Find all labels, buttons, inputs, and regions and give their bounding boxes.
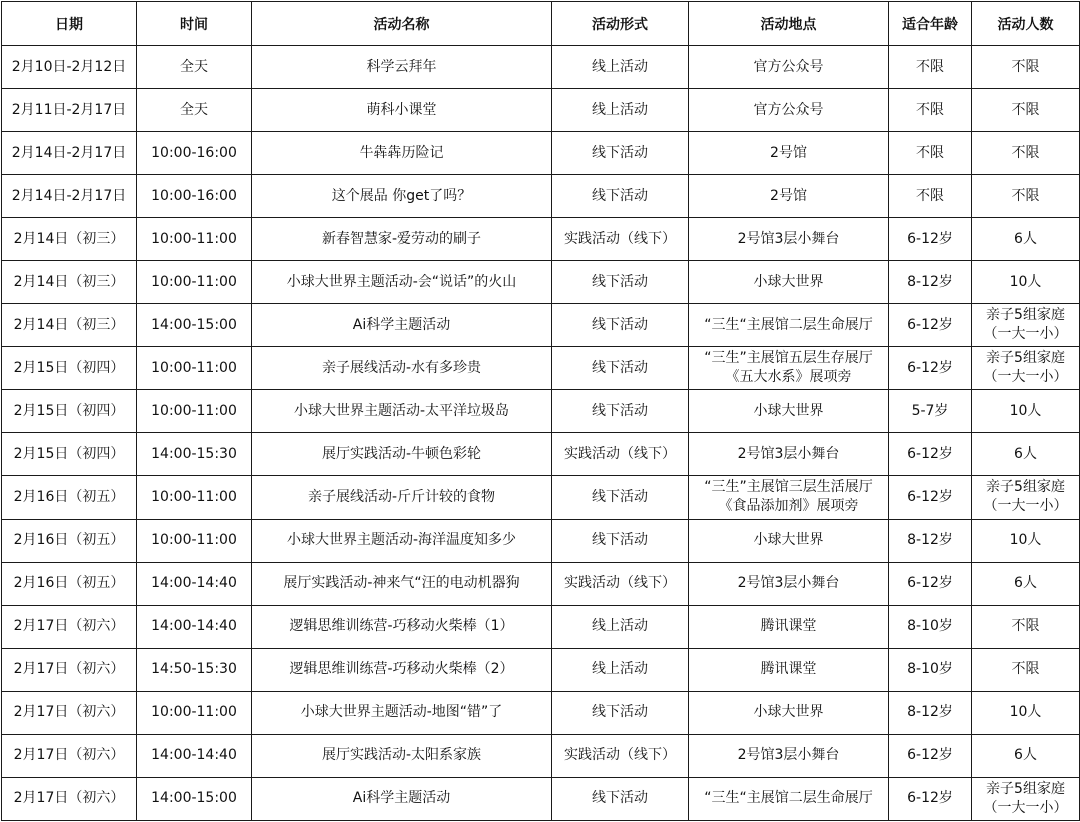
cell-time: 14:00-14:40 xyxy=(137,605,252,648)
cell-location: 2号馆3层小舞台 xyxy=(689,734,889,777)
cell-age: 6-12岁 xyxy=(889,304,972,347)
cell-activity-name: 展厅实践活动-太阳系家族 xyxy=(252,734,552,777)
cell-activity-form: 线上活动 xyxy=(552,648,689,691)
cell-time: 10:00-16:00 xyxy=(137,175,252,218)
cell-count: 亲子5组家庭（一大一小） xyxy=(972,777,1080,820)
cell-activity-form: 线下活动 xyxy=(552,132,689,175)
cell-time: 全天 xyxy=(137,89,252,132)
cell-date: 2月17日（初六） xyxy=(2,605,137,648)
table-row xyxy=(2,304,1080,347)
cell-date: 2月17日（初六） xyxy=(2,777,137,820)
header-participant-count: 活动人数 xyxy=(972,2,1080,46)
cell-time: 10:00-11:00 xyxy=(137,390,252,433)
cell-location: “三生“主展馆二层生命展厅 xyxy=(689,777,889,820)
cell-age: 不限 xyxy=(889,46,972,89)
cell-date: 2月17日（初六） xyxy=(2,734,137,777)
cell-location: 腾讯课堂 xyxy=(689,648,889,691)
cell-count: 不限 xyxy=(972,648,1080,691)
cell-time: 10:00-11:00 xyxy=(137,476,252,519)
cell-count: 不限 xyxy=(972,175,1080,218)
cell-age: 8-12岁 xyxy=(889,261,972,304)
table-row xyxy=(2,648,1080,691)
cell-activity-name: 新春智慧家-爱劳动的刷子 xyxy=(252,218,552,261)
cell-time: 10:00-11:00 xyxy=(137,691,252,734)
table-row xyxy=(2,562,1080,605)
cell-age: 不限 xyxy=(889,175,972,218)
cell-count: 亲子5组家庭（一大一小） xyxy=(972,304,1080,347)
cell-activity-form: 线下活动 xyxy=(552,691,689,734)
cell-activity-name: 展厅实践活动-牛顿色彩轮 xyxy=(252,433,552,476)
cell-time: 14:00-15:00 xyxy=(137,304,252,347)
cell-age: 8-12岁 xyxy=(889,691,972,734)
cell-activity-name: 亲子展线活动-水有多珍贵 xyxy=(252,347,552,390)
table-row xyxy=(2,605,1080,648)
cell-activity-name: 科学云拜年 xyxy=(252,46,552,89)
header-activity-form: 活动形式 xyxy=(552,2,689,46)
header-date: 日期 xyxy=(2,2,137,46)
cell-date: 2月15日（初四） xyxy=(2,390,137,433)
cell-time: 全天 xyxy=(137,46,252,89)
table-row xyxy=(2,46,1080,89)
cell-time: 10:00-16:00 xyxy=(137,132,252,175)
cell-count: 10人 xyxy=(972,519,1080,562)
cell-activity-form: 线下活动 xyxy=(552,777,689,820)
cell-date: 2月14日（初三） xyxy=(2,261,137,304)
cell-time: 14:00-15:30 xyxy=(137,433,252,476)
table-row xyxy=(2,218,1080,261)
cell-activity-name: 逻辑思维训练营-巧移动火柴棒（2） xyxy=(252,648,552,691)
cell-activity-name: 小球大世界主题活动-会“说话”的火山 xyxy=(252,261,552,304)
cell-age: 6-12岁 xyxy=(889,218,972,261)
table-row xyxy=(2,777,1080,820)
table-row xyxy=(2,433,1080,476)
cell-activity-form: 线上活动 xyxy=(552,46,689,89)
table-row xyxy=(2,132,1080,175)
cell-count: 不限 xyxy=(972,46,1080,89)
cell-count: 6人 xyxy=(972,218,1080,261)
cell-location: “三生”主展馆三层生活展厅《食品添加剂》展项旁 xyxy=(689,476,889,519)
cell-location: 小球大世界 xyxy=(689,261,889,304)
cell-activity-name: Ai科学主题活动 xyxy=(252,304,552,347)
cell-activity-form: 实践活动（线下） xyxy=(552,734,689,777)
cell-date: 2月16日（初五） xyxy=(2,476,137,519)
activity-schedule-table xyxy=(1,1,1080,821)
cell-time: 10:00-11:00 xyxy=(137,261,252,304)
table-row xyxy=(2,476,1080,519)
cell-activity-form: 线下活动 xyxy=(552,261,689,304)
cell-time: 14:50-15:30 xyxy=(137,648,252,691)
cell-activity-name: 亲子展线活动-斤斤计较的食物 xyxy=(252,476,552,519)
header-activity-name: 活动名称 xyxy=(252,2,552,46)
table-row xyxy=(2,734,1080,777)
cell-activity-name: Ai科学主题活动 xyxy=(252,777,552,820)
cell-location: “三生”主展馆五层生存展厅《五大水系》展项旁 xyxy=(689,347,889,390)
cell-activity-form: 实践活动（线下） xyxy=(552,433,689,476)
cell-date: 2月14日-2月17日 xyxy=(2,175,137,218)
cell-location: 2号馆3层小舞台 xyxy=(689,433,889,476)
cell-activity-form: 实践活动（线下） xyxy=(552,562,689,605)
cell-date: 2月16日（初五） xyxy=(2,562,137,605)
cell-time: 10:00-11:00 xyxy=(137,347,252,390)
header-suitable-age: 适合年龄 xyxy=(889,2,972,46)
cell-age: 不限 xyxy=(889,89,972,132)
cell-age: 6-12岁 xyxy=(889,777,972,820)
cell-activity-form: 线下活动 xyxy=(552,347,689,390)
cell-activity-name: 逻辑思维训练营-巧移动火柴棒（1） xyxy=(252,605,552,648)
cell-age: 5-7岁 xyxy=(889,390,972,433)
cell-activity-form: 实践活动（线下） xyxy=(552,218,689,261)
cell-time: 14:00-15:00 xyxy=(137,777,252,820)
table-row xyxy=(2,175,1080,218)
cell-activity-name: 萌科小课堂 xyxy=(252,89,552,132)
cell-activity-form: 线下活动 xyxy=(552,519,689,562)
cell-date: 2月15日（初四） xyxy=(2,347,137,390)
cell-age: 6-12岁 xyxy=(889,433,972,476)
table-row xyxy=(2,261,1080,304)
cell-time: 10:00-11:00 xyxy=(137,218,252,261)
cell-activity-name: 这个展品 你get了吗？ xyxy=(252,175,552,218)
table-row xyxy=(2,390,1080,433)
cell-location: 2号馆3层小舞台 xyxy=(689,218,889,261)
cell-count: 亲子5组家庭（一大一小） xyxy=(972,476,1080,519)
cell-count: 6人 xyxy=(972,734,1080,777)
cell-location: 官方公众号 xyxy=(689,89,889,132)
cell-location: 2号馆 xyxy=(689,175,889,218)
table-row xyxy=(2,89,1080,132)
cell-date: 2月10日-2月12日 xyxy=(2,46,137,89)
cell-time: 10:00-11:00 xyxy=(137,519,252,562)
cell-activity-form: 线下活动 xyxy=(552,304,689,347)
table-row xyxy=(2,347,1080,390)
cell-date: 2月17日（初六） xyxy=(2,648,137,691)
cell-age: 8-10岁 xyxy=(889,648,972,691)
cell-activity-name: 牛犇犇历险记 xyxy=(252,132,552,175)
cell-activity-form: 线上活动 xyxy=(552,605,689,648)
cell-count: 亲子5组家庭（一大一小） xyxy=(972,347,1080,390)
cell-age: 8-10岁 xyxy=(889,605,972,648)
cell-date: 2月15日（初四） xyxy=(2,433,137,476)
cell-count: 6人 xyxy=(972,433,1080,476)
cell-age: 6-12岁 xyxy=(889,476,972,519)
cell-count: 10人 xyxy=(972,691,1080,734)
cell-location: 小球大世界 xyxy=(689,691,889,734)
cell-date: 2月16日（初五） xyxy=(2,519,137,562)
cell-activity-form: 线下活动 xyxy=(552,476,689,519)
cell-location: 小球大世界 xyxy=(689,390,889,433)
cell-count: 10人 xyxy=(972,390,1080,433)
cell-time: 14:00-14:40 xyxy=(137,734,252,777)
header-time: 时间 xyxy=(137,2,252,46)
cell-activity-name: 小球大世界主题活动-太平洋垃圾岛 xyxy=(252,390,552,433)
cell-age: 不限 xyxy=(889,132,972,175)
header-row xyxy=(2,2,1080,46)
cell-activity-name: 展厅实践活动-神来气“汪的电动机器狗 xyxy=(252,562,552,605)
cell-location: 官方公众号 xyxy=(689,46,889,89)
cell-age: 8-12岁 xyxy=(889,519,972,562)
cell-count: 不限 xyxy=(972,132,1080,175)
cell-age: 6-12岁 xyxy=(889,562,972,605)
cell-time: 14:00-14:40 xyxy=(137,562,252,605)
header-activity-location: 活动地点 xyxy=(689,2,889,46)
cell-age: 6-12岁 xyxy=(889,347,972,390)
cell-activity-form: 线下活动 xyxy=(552,175,689,218)
cell-age: 6-12岁 xyxy=(889,734,972,777)
cell-location: 2号馆3层小舞台 xyxy=(689,562,889,605)
cell-activity-name: 小球大世界主题活动-地图“错”了 xyxy=(252,691,552,734)
cell-date: 2月14日-2月17日 xyxy=(2,132,137,175)
cell-activity-form: 线下活动 xyxy=(552,390,689,433)
cell-count: 不限 xyxy=(972,605,1080,648)
cell-location: 2号馆 xyxy=(689,132,889,175)
cell-count: 10人 xyxy=(972,261,1080,304)
cell-activity-form: 线上活动 xyxy=(552,89,689,132)
cell-date: 2月17日（初六） xyxy=(2,691,137,734)
table-row xyxy=(2,519,1080,562)
cell-location: 小球大世界 xyxy=(689,519,889,562)
cell-count: 不限 xyxy=(972,89,1080,132)
cell-activity-name: 小球大世界主题活动-海洋温度知多少 xyxy=(252,519,552,562)
cell-date: 2月11日-2月17日 xyxy=(2,89,137,132)
cell-location: 腾讯课堂 xyxy=(689,605,889,648)
cell-location: “三生“主展馆二层生命展厅 xyxy=(689,304,889,347)
cell-count: 6人 xyxy=(972,562,1080,605)
cell-date: 2月14日（初三） xyxy=(2,304,137,347)
table-body xyxy=(2,46,1080,821)
table-row xyxy=(2,691,1080,734)
cell-date: 2月14日（初三） xyxy=(2,218,137,261)
